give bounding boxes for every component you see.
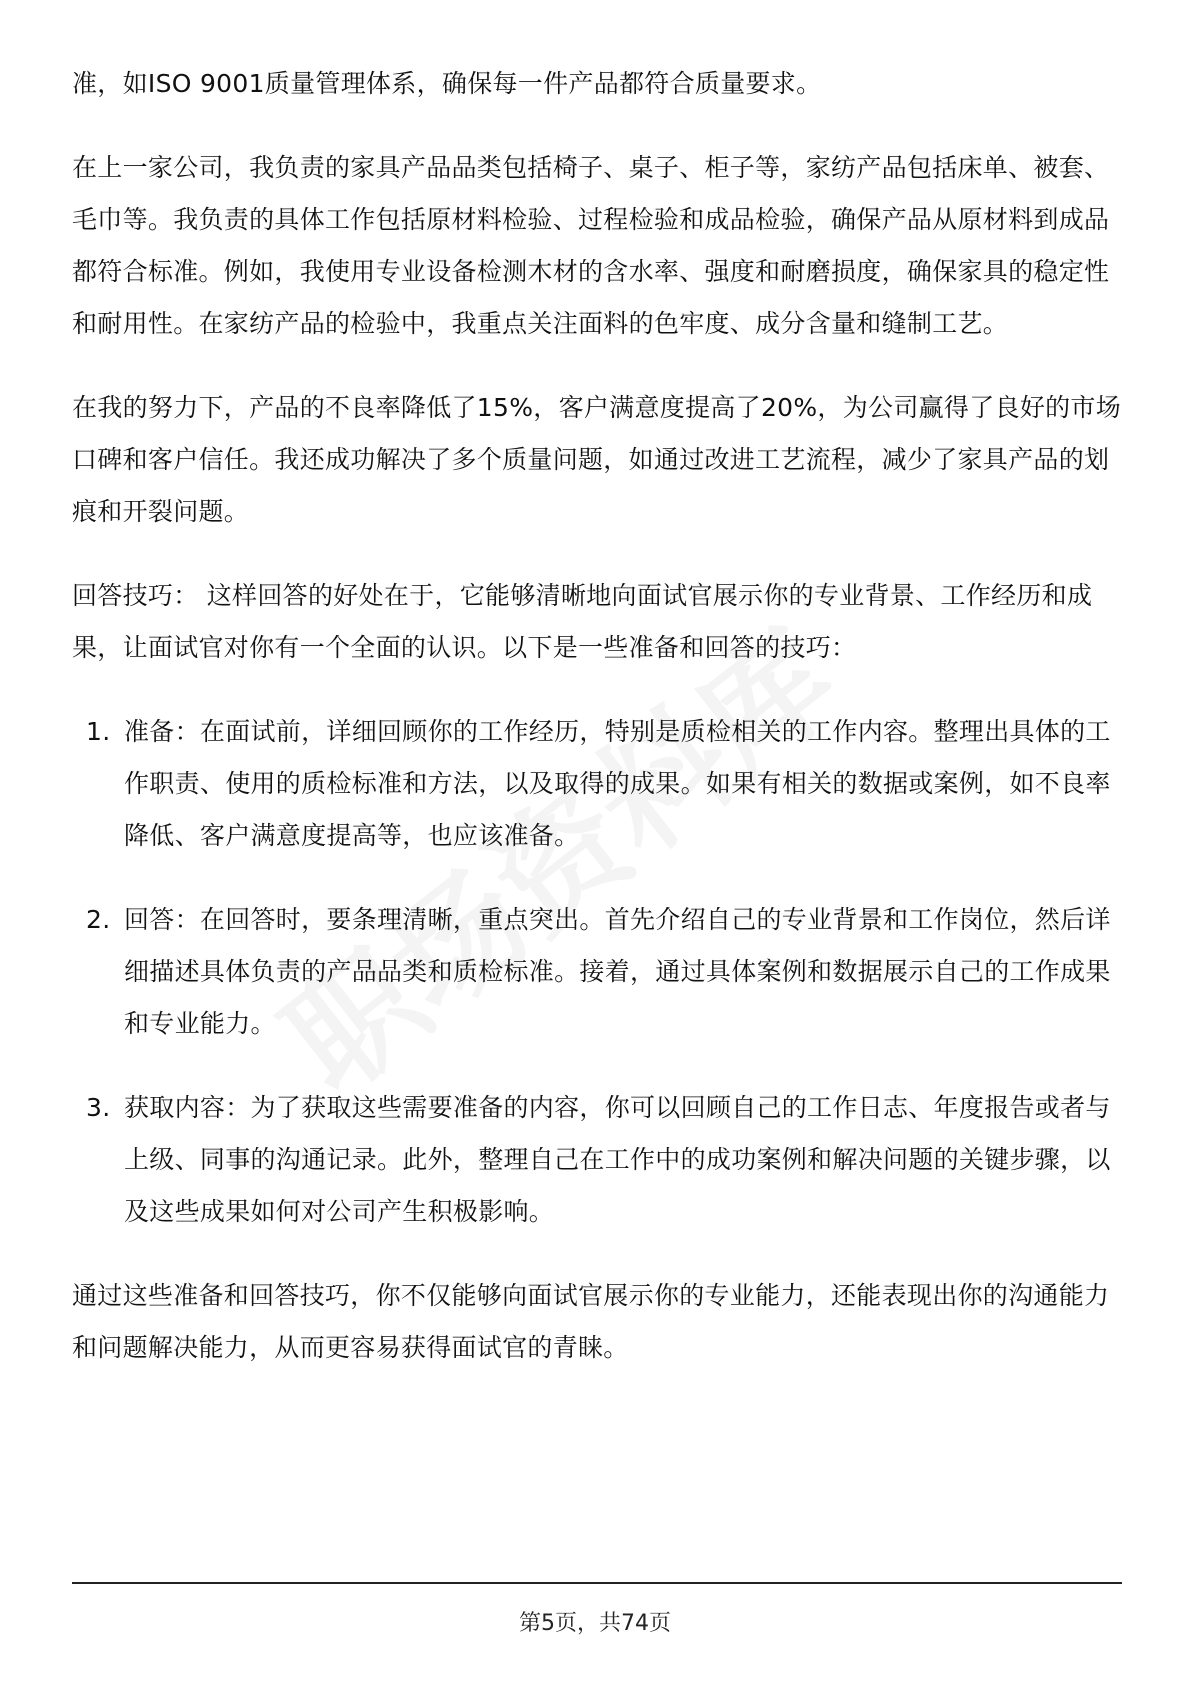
- paragraph-conclusion: 通过这些准备和回答技巧，你不仅能够向面试官展示你的专业能力，还能表现出你的沟通能力和问题解决能力，从而更容易获得面试官的青睐。: [72, 1281, 1110, 1362]
- list-number: 2.: [86, 905, 111, 934]
- paragraph-answer-tips: 回答技巧： 这样回答的好处在于，它能够清晰地向面试官展示你的专业背景、工作经历和成果，让面试官对你有一个全面的认识。以下是一些准备和回答的技巧：: [72, 581, 1093, 662]
- list-item: [72, 706, 1122, 862]
- paragraph-quality-standard: 准，如ISO 9001质量管理体系，确保每一件产品都符合质量要求。: [72, 69, 822, 98]
- list-item: [72, 894, 1122, 1050]
- list-number: 3.: [86, 1093, 111, 1122]
- footer-divider: [72, 1582, 1122, 1584]
- document-body: [72, 58, 1122, 1406]
- paragraph-achievements: 在我的努力下，产品的不良率降低了15%，客户满意度提高了20%，为公司赢得了良好的市场口碑和客户信任。我还成功解决了多个质量问题，如通过改进工艺流程，减少了家具产品的划痕和开裂问题。: [72, 393, 1122, 526]
- list-text: 获取内容：为了获取这些需要准备的内容，你可以回顾自己的工作日志、年度报告或者与上级、同事的沟通记录。此外，整理自己在工作中的成功案例和解决问题的关键步骤，以及这些成果如何对公司产生积极影响。: [124, 1093, 1111, 1226]
- list-number: 1.: [86, 717, 111, 746]
- page-number: 第5页，共74页: [519, 1611, 671, 1636]
- paragraph-previous-job: 在上一家公司，我负责的家具产品品类包括椅子、桌子、柜子等，家纺产品包括床单、被套、毛巾等。我负责的具体工作包括原材料检验、过程检验和成品检验，确保产品从原材料到成品都符合标准。例如，我使用专业设备检测木材的含水率、强度和耐磨损度，确保家具的稳定性和耐用性。在家纺产品的检验中，我重点关注面料的色牢度、成分含量和缝制工艺。: [72, 153, 1110, 338]
- tips-list: [72, 706, 1122, 1238]
- list-text: 准备：在面试前，详细回顾你的工作经历，特别是质检相关的工作内容。整理出具体的工作职责、使用的质检标准和方法，以及取得的成果。如果有相关的数据或案例，如不良率降低、客户满意度提高等，也应该准备。: [124, 717, 1111, 850]
- list-text: 回答：在回答时，要条理清晰，重点突出。首先介绍自己的专业背景和工作岗位，然后详细描述具体负责的产品品类和质检标准。接着，通过具体案例和数据展示自己的工作成果和专业能力。: [124, 905, 1111, 1038]
- list-item: [72, 1082, 1122, 1238]
